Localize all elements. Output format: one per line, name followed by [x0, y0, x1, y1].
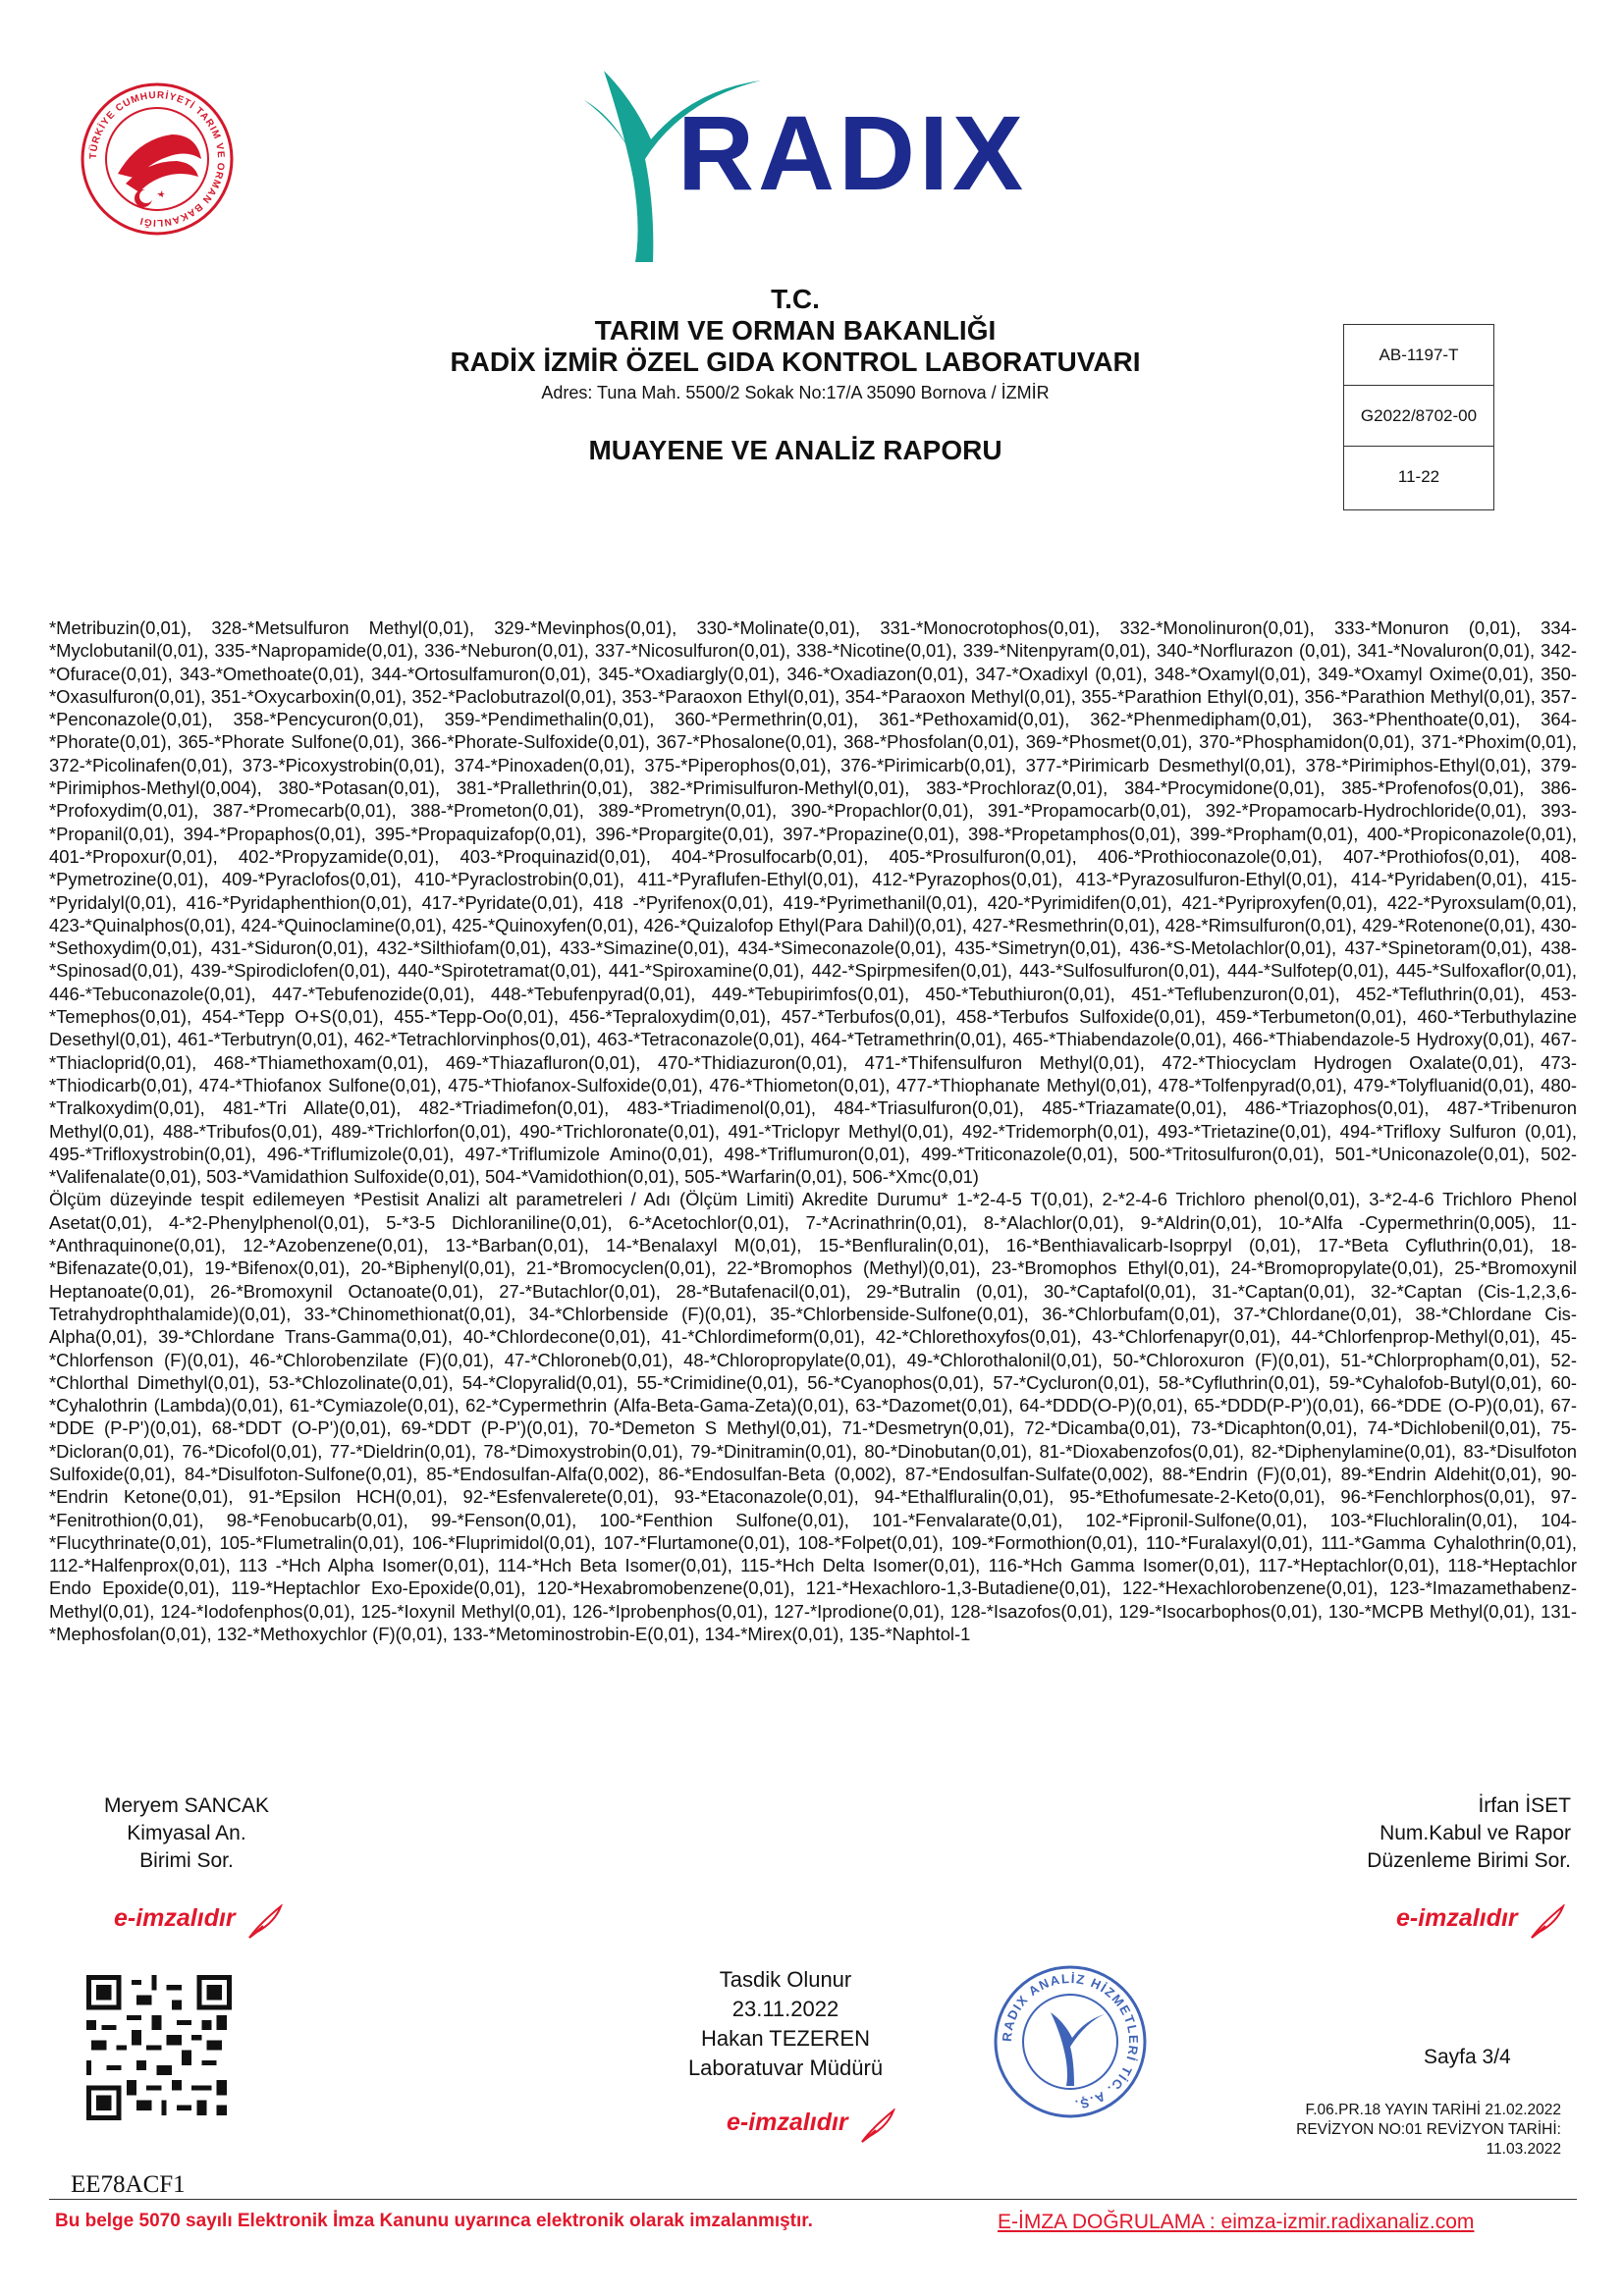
parameters-paragraph-2: Ölçüm düzeyinde tespit edilemeyen *Pestisit Analizi alt parametreleri / Adı (Ölçüm Limiti) Akredite Durumu* 1-*2-4-5 T(0,01), 2-*2-4-6 Trichloro phenol(0,01), 3-*2-4-6 Trichloro Phenol Asetat(0,01), 4-*2-Phenylphenol(0,01), 5-*3-5 Dichloraniline(0,01), 6-*Acetochlor(0,01), 7-*Acrinathrin(0,01), 8-*Alachlor(0,01), 9-*Aldrin(0,01), 10-*Alfa -Cypermethrin(0,005), 11-*Anthraquinone(0,01), 12-*Azobenzene(0,01), 13-*Barban(0,01), 14-*Benalaxyl M(0,01), 15-*Benfluralin(0,01), 16-*Benthiavalicarb-Isoprpyl (0,01), 17-*Beta Cyfluthrin(0,01), 18-*Bifenazate(0,01), 19-*Bifenox(0,01), 20-*Biphenyl(0,01), 21-*Bromocyclen(0,01), 22-*Bromophos (Methyl)(0,01), 23-*Bromophos Ethyl(0,01), 24-*Bromopropylate(0,01), 25-*Bromoxynil Heptanoate(0,01), 26-*Bromoxynil Octanoate(0,01), 27-*Butachlor(0,01), 28-*Butafenacil(0,01), 29-*Butralin (0,01), 30-*Captafol(0,01), 31-*Captan(0,01), 32-*Captan (Cis-1,2,3,6-Tetrahydrophthalamide)(0,01), 33-*Chinomethionat(0,01), 34-*Chlorbenside (F)(0,01), 35-*Chlorbenside-Sulfone(0,01), 36-*Chlorbufam(0,01), 37-*Chlordane(0,01), 38-*Chlordane Cis-Alpha(0,01), 39-*Chlordane Trans-Gamma(0,01), 40-*Chlordecone(0,01), 41-*Chlordimeform(0,01), 42-*Chlorethoxyfos(0,01), 43-*Chlorfenapyr(0,01), 44-*Chlorfenprop-Methyl(0,01), 45-*Chlorfenson (F)(0,01), 46-*Chlorobenzilate (F)(0,01), 47-*Chloroneb(0,01), 48-*Chloropropylate(0,01), 49-*Chlorothalonil(0,01), 50-*Chloroxuron (F)(0,01), 51-*Chlorpropham(0,01), 52-*Chlorthal Dimethyl(0,01), 53-*Chlozolinate(0,01), 54-*Clopyralid(0,01), 55-*Crimidine(0,01), 56-*Cyanophos(0,01), 57-*Cycluron(0,01), 58-*Cyfluthrin(0,01), 59-*Cyhalofob-Butyl(0,01), 60-*Cyhalothrin (Lambda)(0,01), 61-*Cymiazole(0,01), 62-*Cypermethrin (Alfa-Beta-Gama-Zeta)(0,01), 63-*Dazomet(0,01), 64-*DDD(O-P)(0,01), 65-*DDD(P-P')(0,01), 66-*DDE (O-P)(0,01), 67-*DDE (P-P')(0,01), 68-*DDT (O-P')(0,01), 69-*DDT (P-P')(0,01), 70-*Demeton S Methyl(0,01), 71-*Desmetryn(0,01), 72-*Dicamba(0,01), 73-*Dicaphton(0,01), 74-*Dichlobenil(0,01), 75-*Dicloran(0,01), 76-*Dicofol(0,01), 77-*Dieldrin(0,01), 78-*Dimoxystrobin(0,01), 79-*Dinitramin(0,01), 80-*Dinobutan(0,01), 81-*Dioxabenzofos(0,01), 82-*Diphenylamine(0,01), 83-*Disulfoton Sulfoxide(0,01), 84-*Disulfoton-Sulfone(0,01), 85-*Endosulfan-Alfa(0,002), 86-*Endosulfan-Beta (0,002), 87-*Endosulfan-Sulfate(0,002), 88-*Endrin (F)(0,01), 89-*Endrin Aldehit(0,01), 90-*Endrin Ketone(0,01), 91-*Epsilon HCH(0,01), 92-*Esfenvalerete(0,01), 93-*Etaconazole(0,01), 94-*Ethalfluralin(0,01), 95-*Ethofumesate-2-Keto(0,01), 96-*Fenchlorphos(0,01), 97-*Fenitrothion(0,01), 98-*Fenobucarb(0,01), 99-*Fenson(0,01), 100-*Fenthion Sulfone(0,01), 101-*Fenvalarate(0,01), 102-*Fipronil-Sulfone(0,01), 103-*Fluchloralin(0,01), 104-*Flucythrinate(0,01), 105-*Flumetralin(0,01), 106-*Fluprimidol(0,01), 107-*Flurtamone(0,01), 108-*Folpet(0,01), 109-*Formothion(0,01), 110-*Furalaxyl(0,01), 111-*Gamma Cyhalothrin(0,01), 112-*Halfenprox(0,01), 113 -*Hch Alpha Isomer(0,01), 114-*Hch Beta Isomer(0,01), 115-*Hch Delta Isomer(0,01), 116-*Hch Gamma Isomer(0,01), 117-*Heptachlor(0,01), 118-*Heptachlor Endo Epoxide(0,01), 119-*Heptachlor Exo-Epoxide(0,01), 120-*Hexabromobenzene(0,01), 121-*Hexachloro-1,3-Butadiene(0,01), 122-*Hexachlorobenzene(0,01), 123-*Imazamethabenz-Methyl(0,01), 124-*Iodofenphos(0,01), 125-*Ioxynil Methyl(0,01), 126-*Iprobenphos(0,01), 127-*Iprodione(0,01), 128-*Isazofos(0,01), 129-*Isocarbophos(0,01), 130-*MCPB Methyl(0,01), 131-*Mephosfolan(0,01), 132-*Methoxychlor (F)(0,01), 133-*Metominostrobin-E(0,01), 134-*Mirex(0,01), 135-*Naphtol-1	[49, 1189, 1577, 1645]
approval-block	[628, 1965, 943, 2083]
report-date-code: 11-22	[1397, 467, 1440, 486]
esign-badge-left	[114, 1904, 285, 1940]
qr-code-icon[interactable]	[86, 1975, 232, 2120]
signer-left-name: Meryem SANCAK	[103, 1794, 270, 1817]
approver-title: Laboratuvar Müdürü	[687, 2056, 884, 2080]
company-stamp-icon	[992, 1963, 1149, 2120]
esign-label: e-imzalıdır	[114, 1904, 236, 1933]
signer-left-role-2: Birimi Sor.	[139, 1849, 234, 1872]
feather-pen-icon	[858, 2109, 897, 2144]
form-revision-info	[1198, 2101, 1561, 2160]
ministry-seal-text: TÜRKİYE CUMHURİYETİ TARIM VE ORMAN BAKANLIĞI	[87, 89, 227, 229]
signer-left-role-1: Kimyasal An.	[127, 1822, 246, 1844]
signature-left	[69, 1792, 304, 1875]
header-ministry: TARIM VE ORMAN BAKANLIĞI	[594, 315, 997, 346]
report-number: G2022/8702-00	[1344, 386, 1493, 447]
stamp-text: RADIX ANALİZ HİZMETLERİ TİC. A.Ş.	[999, 1970, 1142, 2112]
signer-right-role-1: Num.Kabul ve Rapor	[1380, 1822, 1571, 1844]
signature-right	[1296, 1792, 1571, 1875]
approval-date: 23.11.2022	[731, 1997, 839, 2021]
form-revision-no: REVİZYON NO:01 REVİZYON TARİHİ:	[1296, 2121, 1561, 2138]
report-code-box	[1343, 324, 1494, 510]
accreditation-number: AB-1197-T	[1344, 325, 1493, 386]
esign-badge-center	[727, 2109, 897, 2144]
footer-divider	[49, 2199, 1577, 2200]
signer-right-name: İrfan İSET	[1478, 1794, 1571, 1817]
feather-pen-icon	[245, 1904, 285, 1940]
approval-label: Tasdik Olunur	[719, 1967, 852, 1992]
esign-verification-link[interactable]: E-İMZA DOĞRULAMA : eimza-izmir.radixanaliz.com	[998, 2211, 1475, 2233]
header-address: Adres: Tuna Mah. 5500/2 Sokak No:17/A 35090 Bornova / İZMİR	[541, 383, 1050, 402]
document-verification-code: EE78ACF1	[71, 2171, 186, 2198]
esign-label: e-imzalıdır	[727, 2109, 848, 2137]
esign-badge-right	[1396, 1904, 1567, 1940]
feather-pen-icon	[1528, 1904, 1567, 1940]
ministry-seal-logo	[79, 80, 236, 238]
radix-brand-name: RADIX	[677, 93, 1028, 212]
esign-legal-note: Bu belge 5070 sayılı Elektronik İmza Kanunu uyarınca elektronik olarak imzalanmıştır.	[55, 2211, 813, 2231]
signer-right-role-2: Düzenleme Birimi Sor.	[1367, 1849, 1571, 1872]
form-publish-date: F.06.PR.18 YAYIN TARİHİ 21.02.2022	[1305, 2102, 1561, 2118]
header-lab-name: RADİX İZMİR ÖZEL GIDA KONTROL LABORATUVARI	[450, 347, 1141, 377]
approver-name: Hakan TEZEREN	[701, 2026, 870, 2051]
report-title: MUAYENE VE ANALİZ RAPORU	[588, 435, 1002, 465]
header-tc: T.C.	[771, 284, 820, 314]
esign-label: e-imzalıdır	[1396, 1904, 1518, 1933]
form-revision-date: 11.03.2022	[1486, 2141, 1561, 2158]
page-number: Sayfa 3/4	[1424, 2046, 1511, 2068]
analysis-parameters-text	[49, 616, 1577, 1645]
parameters-paragraph-1: *Metribuzin(0,01), 328-*Metsulfuron Methyl(0,01), 329-*Mevinphos(0,01), 330-*Molinate(0,01), 331-*Monocrotophos(0,01), 332-*Monolinuron(0,01), 333-*Monuron (0,01), 334-*Myclobutanil(0,01), 335-*Napropamide(0,01), 336-*Neburon(0,01), 337-*Nicosulfuron(0,01), 338-*Nicotine(0,01), 339-*Nitenpyram(0,01), 340-*Norflurazon (0,01), 341-*Novaluron(0,01), 342-*Ofurace(0,01), 343-*Omethoate(0,01), 344-*Ortosulfamuron(0,01), 345-*Oxadiargly(0,01), 346-*Oxadiazon(0,01), 347-*Oxadixyl (0,01), 348-*Oxamyl(0,01), 349-*Oxamyl Oxime(0,01), 350-*Oxasulfuron(0,01), 351-*Oxycarboxin(0,01), 352-*Paclobutrazol(0,01), 353-*Paraoxon Ethyl(0,01), 354-*Paraoxon Methyl(0,01), 355-*Parathion Ethyl(0,01), 356-*Parathion Methyl(0,01), 357-*Penconazole(0,01), 358-*Pencycuron(0,01), 359-*Pendimethalin(0,01), 360-*Permethrin(0,01), 361-*Pethoxamid(0,01), 362-*Phenmedipham(0,01), 363-*Phenthoate(0,01), 364-*Phorate(0,01), 365-*Phorate Sulfone(0,01), 366-*Phorate-Sulfoxide(0,01), 367-*Phosalone(0,01), 368-*Phosfolan(0,01), 369-*Phosmet(0,01), 370-*Phosphamidon(0,01), 371-*Phoxim(0,01), 372-*Picolinafen(0,01), 373-*Picoxystrobin(0,01), 374-*Pinoxaden(0,01), 375-*Piperophos(0,01), 376-*Pirimicarb(0,01), 377-*Pirimicarb Desmethyl(0,01), 378-*Pirimiphos-Ethyl(0,01), 379-*Pirimiphos-Methyl(0,004), 380-*Potasan(0,01), 381-*Prallethrin(0,01), 382-*Primisulfuron-Methyl(0,01), 383-*Prochloraz(0,01), 384-*Procymidone(0,01), 385-*Profenofos(0,01), 386-*Profoxydim(0,01), 387-*Promecarb(0,01), 388-*Prometon(0,01), 389-*Prometryn(0,01), 390-*Propachlor(0,01), 391-*Propamocarb(0,01), 392-*Propamocarb-Hydrochloride(0,01), 393-*Propanil(0,01), 394-*Propaphos(0,01), 395-*Propaquizafop(0,01), 396-*Propargite(0,01), 397-*Propazine(0,01), 398-*Propetamphos(0,01), 399-*Propham(0,01), 400-*Propiconazole(0,01), 401-*Propoxur(0,01), 402-*Propyzamide(0,01), 403-*Proquinazid(0,01), 404-*Prosulfocarb(0,01), 405-*Prosulfuron(0,01), 406-*Prothioconazole(0,01), 407-*Prothiofos(0,01), 408-*Pymetrozine(0,01), 409-*Pyraclofos(0,01), 410-*Pyraclostrobin(0,01), 411-*Pyraflufen-Ethyl(0,01), 412-*Pyrazophos(0,01), 413-*Pyrazosulfuron-Ethyl(0,01), 414-*Pyridaben(0,01), 415-*Pyridalyl(0,01), 416-*Pyridaphenthion(0,01), 417-*Pyridate(0,01), 418 -*Pyrifenox(0,01), 419-*Pyrimethanil(0,01), 420-*Pyrimidifen(0,01), 421-*Pyriproxyfen(0,01), 422-*Pyroxsulam(0,01), 423-*Quinalphos(0,01), 424-*Quinoclamine(0,01), 425-*Quinoxyfen(0,01), 426-*Quizalofop Ethyl(Para Dahil)(0,01), 427-*Resmethrin(0,01), 428-*Rimsulfuron(0,01), 429-*Rotenone(0,01), 430-*Sethoxydim(0,01), 431-*Siduron(0,01), 432-*Silthiofam(0,01), 433-*Simazine(0,01), 434-*Simeconazole(0,01), 435-*Simetryn(0,01), 436-*S-Metolachlor(0,01), 437-*Spinetoram(0,01), 438-*Spinosad(0,01), 439-*Spirodiclofen(0,01), 440-*Spirotetramat(0,01), 441-*Spiroxamine(0,01), 442-*Spirpmesifen(0,01), 443-*Sulfosulfuron(0,01), 444-*Sulfotep(0,01), 445-*Sulfoxaflor(0,01), 446-*Tebuconazole(0,01), 447-*Tebufenozide(0,01), 448-*Tebufenpyrad(0,01), 449-*Tebupirimfos(0,01), 450-*Tebuthiuron(0,01), 451-*Teflubenzuron(0,01), 452-*Tefluthrin(0,01), 453-*Temephos(0,01), 454-*Tepp O+S(0,01), 455-*Tepp-Oo(0,01), 456-*Tepraloxydim(0,01), 457-*Terbufos(0,01), 458-*Terbufos Sulfoxide(0,01), 459-*Terbumeton(0,01), 460-*Terbuthylazine Desethyl(0,01), 461-*Terbutryn(0,01), 462-*Tetrachlorvinphos(0,01), 463-*Tetraconazole(0,01), 464-*Tetramethrin(0,01), 465-*Thiabendazole(0,01), 466-*Thiabendazole-5 Hydroxy(0,01), 467-*Thiacloprid(0,01), 468-*Thiamethoxam(0,01), 469-*Thiazafluron(0,01), 470-*Thidiazuron(0,01), 471-*Thifensulfuron Methyl(0,01), 472-*Thiocyclam Hydrogen Oxalate(0,01), 473-*Thiodicarb(0,01), 474-*Thiofanox Sulfone(0,01), 475-*Thiofanox-Sulfoxide(0,01), 476-*Thiometon(0,01), 477-*Thiophanate Methyl(0,01), 478-*Tolfenpyrad(0,01), 479-*Tolyfluanid(0,01), 480-*Tralkoxydim(0,01), 481-*Tri Allate(0,01), 482-*Triadimefon(0,01), 483-*Triadimenol(0,01), 484-*Triasulfuron(0,01), 485-*Triazamate(0,01), 486-*Triazophos(0,01), 487-*Tribenuron Methyl(0,01), 488-*Tribufos(0,01), 489-*Trichlorfon(0,01), 490-*Trichloronate(0,01), 491-*Triclopyr Methyl(0,01), 492-*Tridemorph(0,01), 493-*Trietazine(0,01), 494-*Trifloxy Sulfuron (0,01), 495-*Trifloxystrobin(0,01), 496-*Triflumizole(0,01), 497-*Triflumizole Amino(0,01), 498-*Triflumuron(0,01), 499-*Triticonazole(0,01), 500-*Tritosulfuron(0,01), 501-*Uniconazole(0,01), 502-*Valifenalate(0,01), 503-*Vamidathion Sulfoxide(0,01), 504-*Vamidothion(0,01), 505-*Warfarin(0,01), 506-*Xmc(0,01)	[49, 617, 1577, 1188]
